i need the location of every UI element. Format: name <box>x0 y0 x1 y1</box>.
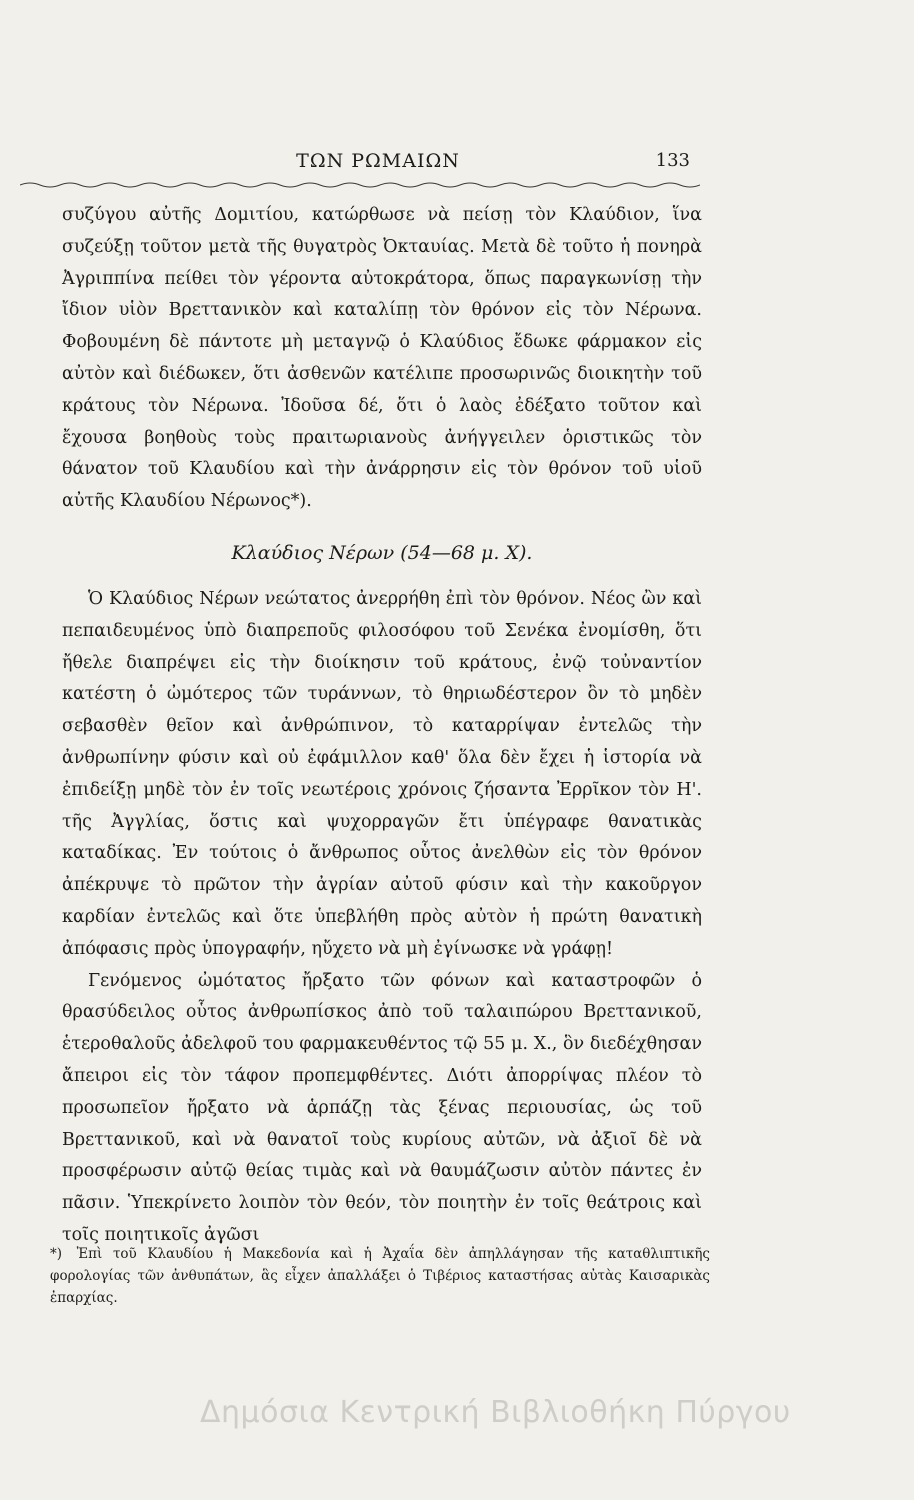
paragraph: συζύγου αὐτῆς Δομιτίου, κατώρθωσε νὰ πείσῃ τὸν Κλαύδιον, ἵνα συζεύξῃ τοῦτον μετὰ τῆς θυγατρὸς Ὀκταυίας. Μετὰ δὲ τοῦτο ἡ πονηρὰ Ἀγριππίνα πείθει τὸν γέροντα αὐτοκράτορα, ὅπως παραγκωνίσῃ τὴν ἴδιον υἱὸν Βρεττανικὸν καὶ καταλίπῃ τὸν θρόνον εἰς τὸν Νέρωνα. Φοβουμένη δὲ πάντοτε μὴ μεταγνῷ ὁ Κλαύδιος ἔδωκε φάρμακον εἰς αὐτὸν καὶ διέδωκεν, ὅτι ἀσθενῶν κατέλιπε προσωρινῶς διοικητὴν τοῦ κράτους τὸν Νέρωνα. Ἰδοῦσα δέ, ὅτι ὁ λαὸς ἐδέξατο τοῦτον καὶ ἔχουσα βοηθοὺς τοὺς πραιτωριανοὺς ἀνήγγειλεν ὁριστικῶς τὸν θάνατον τοῦ Κλαυδίου καὶ τὴν ἀνάρρησιν εἰς τὸν θρόνον τοῦ υἱοῦ αὐτῆς Κλαυδίου Νέρωνος*). <box>62 205 702 512</box>
section-heading: Κλαύδιος Νέρων (54—68 μ. Χ). <box>231 541 533 564</box>
body-text <box>62 200 702 1252</box>
page-number: 133 <box>655 150 690 171</box>
paragraph: Ὁ Κλαύδιος Νέρων νεώτατος ἀνερρήθη ἐπὶ τὸν θρόνον. Νέος ὢν καὶ πεπαιδευμένος ὑπὸ διαπρεποῦς φιλοσόφου τοῦ Σενέκα ἐνομίσθη, ὅτι ἤθελε διαπρέψει εἰς τὴν διοίκησιν τοῦ κράτους, ἐνῷ τοὐναντίον κατέστη ὁ ὠμότερος τῶν τυράννων, τὸ θηριωδέστερον ὂν τὸ μηδὲν σεβασθὲν θεῖον καὶ ἀνθρώπινον, τὸ καταρρίψαν ἐντελῶς τὴν ἀνθρωπίνην φύσιν καὶ οὐ ἐφάμιλλον καθ' ὅλα δὲν ἔχει ἡ ἱστορία νὰ ἐπιδείξῃ μηδὲ τὸν ἐν τοῖς νεωτέροις χρόνοις ζήσαντα Ἐρρῖκον τὸν Η'. τῆς Ἀγγλίας, ὅστις καὶ ψυχορραγῶν ἔτι ὑπέγραφε θανατικὰς καταδίκας. Ἐν τούτοις ὁ ἄνθρωπος οὗτος ἀνελθὼν εἰς τὸν θρόνον ἀπέκρυψε τὸ πρῶτον τὴν ἀγρίαν αὐτοῦ φύσιν καὶ τὴν κακοῦργον καρδίαν ἐντελῶς καὶ ὅτε ὑπεβλήθη πρὸς αὐτὸν ἡ πρώτη θανατικὴ ἀπόφασις πρὸς ὑπογραφήν, ηὔχετο νὰ μὴ ἐγίνωσκε νὰ γράφῃ! <box>62 588 702 959</box>
footnote-mark: *) <box>50 1246 63 1262</box>
header-wavy-rule <box>20 180 700 190</box>
footnote-text: Ἐπὶ τοῦ Κλαυδίου ἡ Μακεδονία καὶ ἡ Ἀχαΐα δὲν ἀπηλλάγησαν τῆς καταθλιπτικῆς φορολογίας τῶν ἀνθυπάτων, ἃς εἶχεν ἀπαλλάξει ὁ Τιβέριος καταστήσας αὐτὰς Καισαρικὰς ἐπαρχίας. <box>50 1246 710 1306</box>
running-head <box>58 150 698 176</box>
footnote <box>50 1243 710 1309</box>
library-watermark: Δημόσια Κεντρική Βιβλιοθήκη Πύργου <box>200 1395 791 1430</box>
running-head-title: ΤΩΝ ΡΩΜΑΙΩΝ <box>296 150 460 172</box>
paragraph: Γενόμενος ὠμότατος ἤρξατο τῶν φόνων καὶ καταστροφῶν ὁ θρασύδειλος οὗτος ἀνθρωπίσκος ἀπὸ τοῦ ταλαιπώρου Βρεττανικοῦ, ἑτεροθαλοῦς ἀδελφοῦ του φαρμακευθέντος τῷ 55 μ. Χ., ὃν διεδέχθησαν ἄπειροι εἰς τὸν τάφον προπεμφθέντες. Διότι ἀπορρίψας πλέον τὸ προσωπεῖον ἤρξατο νὰ ἁρπάζῃ τὰς ξένας περιουσίας, ὡς τοῦ Βρεττανικοῦ, καὶ νὰ θανατοῖ τοὺς κυρίους αὐτῶν, νὰ ἀξιοῖ δὲ νὰ προσφέρωσιν αὐτῷ θείας τιμὰς καὶ νὰ θαυμάζωσιν αὐτὸν πάντες ἐν πᾶσιν. Ὑπεκρίνετο λοιπὸν τὸν θεόν, τὸν ποιητὴν ἐν τοῖς θεάτροις καὶ τοῖς ποιητικοῖς ἀγῶσι <box>62 970 702 1245</box>
